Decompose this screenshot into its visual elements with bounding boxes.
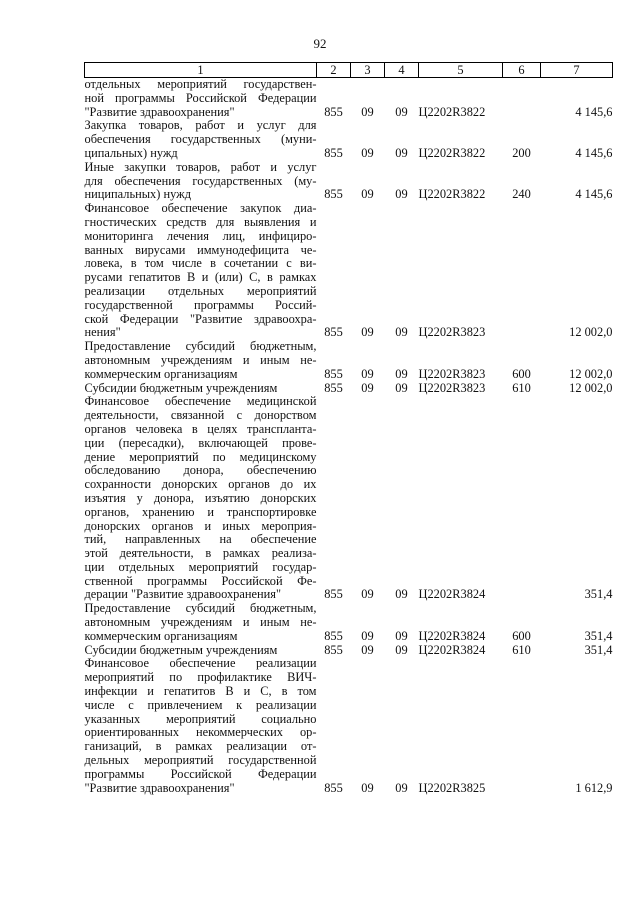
cell-target-article: Ц2202R3823: [418, 366, 486, 381]
cell-expense-type: [503, 202, 541, 340]
description-line: указанных мероприятий социально: [84, 711, 317, 726]
description-line: тий, направленных на обеспечение: [84, 532, 317, 547]
description-line: ции отдельных мероприятий государ-: [84, 559, 317, 574]
description-line: Предоставление субсидий бюджетным,: [84, 339, 317, 354]
cell-expense-type: 200: [512, 145, 531, 160]
row-description: [85, 602, 317, 643]
cell-ministry-code: 855: [324, 780, 343, 795]
description-line: инфекции и гепатитов В и С, в том: [84, 684, 317, 699]
description-line: дельных мероприятий государственной: [84, 753, 317, 768]
cell-amount: 4 145,6: [575, 104, 613, 119]
description-line: государственной программы Россий-: [84, 297, 317, 312]
row-description: [85, 161, 317, 202]
description-line: Закупка товаров, работ и услуг для: [84, 118, 317, 133]
cell-section: 09: [361, 642, 374, 657]
table-row: [85, 602, 613, 643]
cell-ministry-code: 855: [324, 587, 343, 602]
cell-target-article: Ц2202R3824: [418, 642, 486, 657]
description-line: программы Российской Федерации: [84, 766, 317, 781]
description-line: коммерческим организациям: [84, 366, 238, 381]
cell-ministry-code: 855: [324, 325, 343, 340]
table-body: [85, 78, 613, 796]
row-description: [85, 657, 317, 795]
cell-target-article: Ц2202R3822: [418, 145, 486, 160]
description-line: Иные закупки товаров, работ и услуг: [84, 159, 317, 174]
cell-subsection: 09: [395, 628, 408, 643]
row-description: [85, 119, 317, 160]
description-line: коммерческим организациям: [84, 628, 238, 643]
description-line: деятельности, связанной с донорством: [84, 408, 317, 423]
cell-amount: 351,4: [584, 642, 613, 657]
description-line: нения": [84, 325, 121, 340]
description-line: русами гепатитов В и (или) С, в рамках: [84, 270, 317, 285]
description-line: дение мероприятий по медицинскому: [84, 449, 317, 464]
table-row: [85, 78, 613, 120]
table-row: [85, 395, 613, 602]
cell-ministry-code: 855: [324, 104, 343, 119]
description-line: дерации "Развитие здравоохранения": [84, 587, 282, 602]
cell-subsection: 09: [395, 642, 408, 657]
cell-subsection: 09: [395, 780, 408, 795]
description-line: ции (пересадки), включающей прове-: [84, 435, 317, 450]
cell-subsection: 09: [395, 104, 408, 119]
cell-section: 09: [361, 366, 374, 381]
cell-expense-type: 600: [512, 628, 531, 643]
description-line: автономным учреждениям и иным не-: [84, 615, 317, 630]
cell-amount: 1 612,9: [575, 780, 613, 795]
description-line: мероприятий по профилактике ВИЧ-: [84, 670, 317, 685]
description-line: "Развитие здравоохранения": [84, 780, 235, 795]
table-row: [85, 657, 613, 795]
row-description: [85, 395, 317, 602]
cell-target-article: Ц2202R3822: [418, 104, 486, 119]
description-line: ниципальных) нужд: [84, 187, 192, 202]
description-line: ловека, в том числе в сочетании с ви-: [84, 256, 317, 271]
description-line: Финансовое обеспечение закупок диа-: [84, 201, 317, 216]
description-line: ственной программы Российской Фе-: [84, 573, 317, 588]
cell-ministry-code: 855: [324, 366, 343, 381]
cell-amount: 12 002,0: [569, 380, 613, 395]
cell-ministry-code: 855: [324, 187, 343, 202]
row-description: [85, 78, 317, 120]
cell-target-article: Ц2202R3823: [418, 325, 486, 340]
cell-section: 09: [361, 628, 374, 643]
description-line: ориентированных некоммерческих ор-: [84, 725, 317, 740]
cell-expense-type: 600: [512, 366, 531, 381]
description-line: сохранности донорских органов до их: [84, 477, 317, 492]
cell-expense-type: 610: [512, 380, 531, 395]
cell-target-article: Ц2202R3824: [418, 628, 486, 643]
description-line: для обеспечения государственных (му-: [84, 173, 317, 188]
cell-expense-type: 610: [512, 642, 531, 657]
description-line: реализации отдельных мероприятий: [84, 283, 317, 298]
cell-section: 09: [361, 187, 374, 202]
cell-expense-type: [503, 657, 541, 795]
cell-ministry-code: 855: [324, 380, 343, 395]
cell-subsection: 09: [395, 380, 408, 395]
column-header-7: 7: [541, 63, 613, 78]
description-line: ванных вирусами иммунодефицита че-: [84, 242, 317, 257]
cell-expense-type: [503, 395, 541, 602]
description-line: мониторинга лечения лиц, инфициро-: [84, 228, 317, 243]
cell-subsection: 09: [395, 587, 408, 602]
column-header-4: 4: [385, 63, 419, 78]
description-line: числе с привлечением к реализации: [84, 697, 317, 712]
cell-subsection: 09: [395, 145, 408, 160]
description-line: Субсидии бюджетным учреждениям: [84, 642, 278, 657]
description-line: ципальных) нужд: [84, 145, 178, 160]
cell-section: 09: [361, 587, 374, 602]
description-line: гностических средств для выявления и: [84, 214, 317, 229]
cell-section: 09: [361, 780, 374, 795]
column-header-5: 5: [419, 63, 503, 78]
cell-amount: 12 002,0: [569, 366, 613, 381]
description-line: этой деятельности, в рамках реализа-: [84, 546, 317, 561]
page-number: 92: [313, 36, 327, 51]
description-line: Субсидии бюджетным учреждениям: [84, 380, 278, 395]
cell-subsection: 09: [395, 325, 408, 340]
cell-amount: 351,4: [584, 628, 613, 643]
description-line: автономным учреждениям и иным не-: [84, 352, 317, 367]
description-line: ной программы Российской Федерации: [84, 90, 317, 105]
table-row: [85, 644, 613, 658]
cell-section: 09: [361, 145, 374, 160]
column-header-1: 1: [85, 63, 317, 78]
cell-target-article: Ц2202R3825: [418, 780, 486, 795]
cell-target-article: Ц2202R3824: [418, 587, 486, 602]
cell-target-article: Ц2202R3823: [418, 380, 486, 395]
budget-table: [84, 62, 613, 795]
cell-amount: 4 145,6: [575, 145, 613, 160]
cell-ministry-code: 855: [324, 145, 343, 160]
column-header-6: 6: [503, 63, 541, 78]
cell-ministry-code: 855: [324, 642, 343, 657]
cell-section: 09: [361, 325, 374, 340]
table-row: [85, 382, 613, 396]
cell-amount: 12 002,0: [569, 325, 613, 340]
description-line: донорских органов и иных мероприя-: [84, 518, 317, 533]
description-line: ганизаций, в рамках реализации от-: [84, 739, 317, 754]
column-header-2: 2: [317, 63, 351, 78]
cell-section: 09: [361, 380, 374, 395]
cell-expense-type: [503, 78, 541, 120]
description-line: обеспечения государственных (муни-: [84, 132, 317, 147]
description-line: обследованию донора, обеспечению: [84, 463, 317, 478]
description-line: Финансовое обеспечение реализации: [84, 656, 317, 671]
description-line: отдельных мероприятий государствен-: [84, 77, 317, 91]
cell-subsection: 09: [395, 187, 408, 202]
column-header-3: 3: [351, 63, 385, 78]
cell-target-article: Ц2202R3822: [418, 187, 486, 202]
description-line: Предоставление субсидий бюджетным,: [84, 601, 317, 616]
description-line: органов человека в целях транспланта-: [84, 421, 317, 436]
cell-amount: 351,4: [584, 587, 613, 602]
table-row: [85, 119, 613, 160]
cell-amount: 4 145,6: [575, 187, 613, 202]
cell-ministry-code: 855: [324, 628, 343, 643]
description-line: изъятия у донора, изъятию донорских: [84, 490, 317, 505]
row-description: [85, 382, 317, 396]
cell-subsection: 09: [395, 366, 408, 381]
cell-section: 09: [361, 104, 374, 119]
description-line: органов, хранению и транспортировке: [84, 504, 317, 519]
table-row: [85, 202, 613, 340]
row-description: [85, 202, 317, 340]
row-description: [85, 340, 317, 381]
table-row: [85, 340, 613, 381]
cell-expense-type: 240: [512, 187, 531, 202]
table-row: [85, 161, 613, 202]
description-line: ской Федерации "Развитие здравоохра-: [84, 311, 317, 326]
description-line: "Развитие здравоохранения": [84, 104, 235, 119]
row-description: [85, 644, 317, 658]
description-line: Финансовое обеспечение медицинской: [84, 394, 317, 409]
header-row: [85, 63, 613, 78]
